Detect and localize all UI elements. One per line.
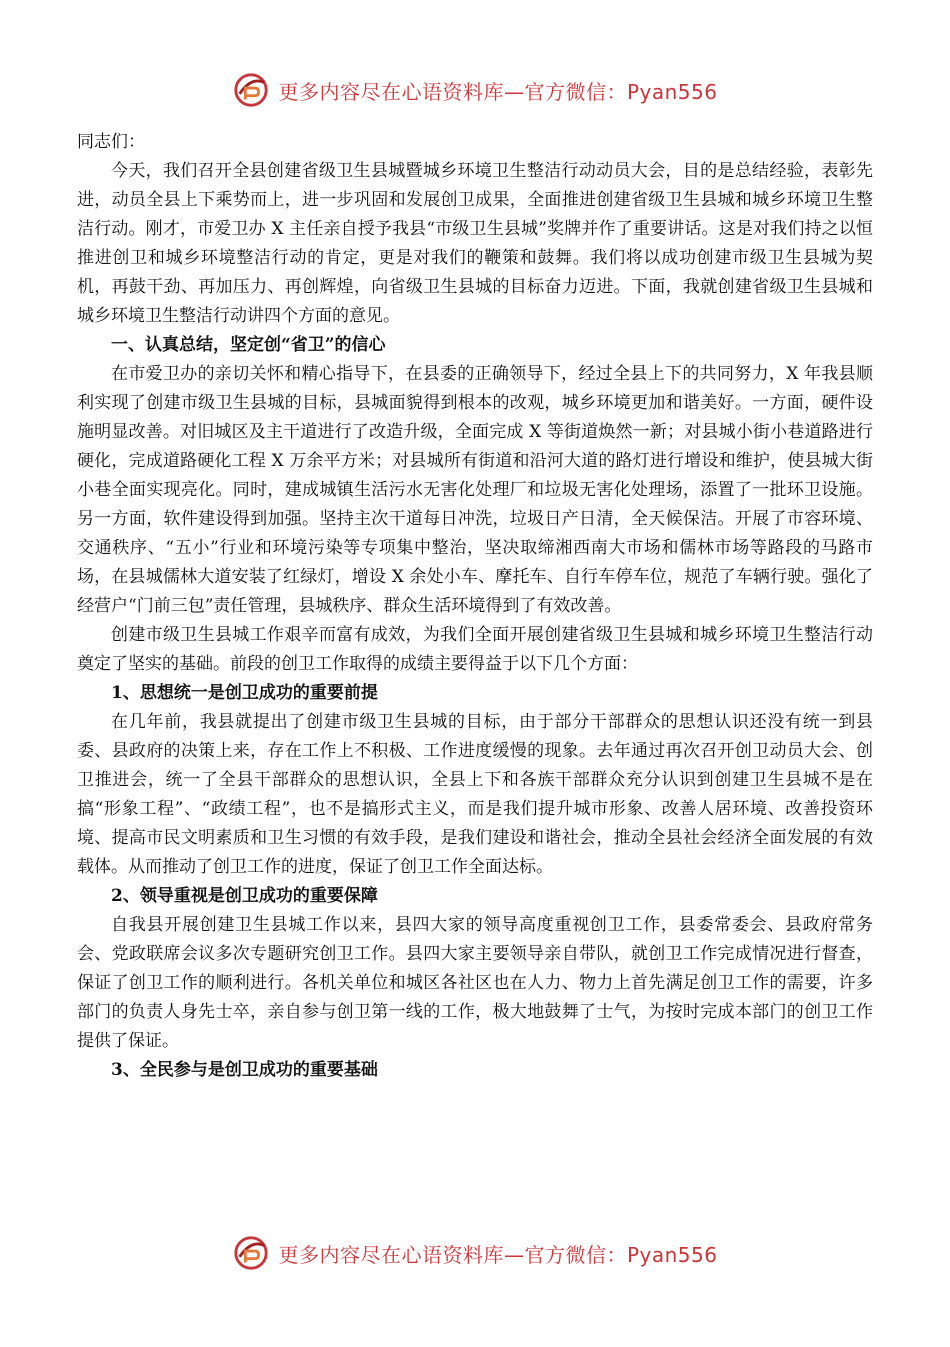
brand-logo-icon xyxy=(232,71,270,109)
brand-logo-icon xyxy=(232,1234,270,1272)
point-1-heading: 1、思想统一是创卫成功的重要前提 xyxy=(111,683,378,703)
section-1-heading: 一、认真总结，坚定创“省卫”的信心 xyxy=(111,335,386,355)
point-2-body: 自我县开展创建卫生县城工作以来，县四大家的领导高度重视创卫工作，县委常委会、县政府常务会、党政联席会议多次专题研究创卫工作。县四大家主要领导亲自带队，就创卫工作完成情况进行督查，保证了创卫工作的顺利进行。各机关单位和城区各社区也在人力、物力上首先满足创卫工作的需要，许多部门的负责人身先士卒，亲自参与创卫第一线的工作，极大地鼓舞了士气，为按时完成本部门的创卫工作提供了保证。 xyxy=(77,915,873,1051)
point-3-heading: 3、全民参与是创卫成功的重要基础 xyxy=(111,1060,378,1080)
intro-paragraph: 今天，我们召开全县创建省级卫生县城暨城乡环境卫生整洁行动动员大会，目的是总结经验，表彰先进，动员全县上下乘势而上，进一步巩固和发展创卫成果，全面推进创建省级卫生县城和城乡环境卫生整洁行动。刚才，市爱卫办 X 主任亲自授予我县“市级卫生县城”奖牌并作了重要讲话。这是对我们持之以恒推进创卫和城乡环境整洁行动的肯定，更是对我们的鞭策和鼓舞。我们将以成功创建市级卫生县城为契机，再鼓干劲、再加压力、再创辉煌，向省级卫生县城的目标奋力迈进。下面，我就创建省级卫生县城和城乡环境卫生整洁行动讲四个方面的意见。 xyxy=(77,161,873,326)
footer-watermark-banner xyxy=(0,1233,950,1273)
section-1-paragraph-1: 在市爱卫办的亲切关怀和精心指导下，在县委的正确领导下，经过全县上下的共同努力，X 年我县顺利实现了创建市级卫生县城的目标，县城面貌得到根本的改观，城乡环境更加和谐美好。一方面，硬件设施明显改善。对旧城区及主干道进行了改造升级，全面完成 X 等街道焕然一新；对县城小街小巷道路进行硬化，完成道路硬化工程 X 万余平方米；对县城所有街道和沿河大道的路灯进行增设和维护，使县城大街小巷全面实现亮化。同时，建成城镇生活污水无害化处理厂和垃圾无害化处理场，添置了一批环卫设施。另一方面，软件建设得到加强。坚持主次干道每日冲洗，垃圾日产日清，全天候保洁。开展了市容环境、交通秩序、“五小”行业和环境污染等专项集中整治，坚决取缔湘西南大市场和儒林市场等路段的马路市场，在县城儒林大道安装了红绿灯，增设 X 余处小车、摩托车、自行车停车位，规范了车辆行驶。强化了经营户“门前三包”责任管理，县城秩序、群众生活环境得到了有效改善。 xyxy=(77,364,873,616)
salutation: 同志们： xyxy=(77,132,145,152)
section-1-paragraph-2: 创建市级卫生县城工作艰辛而富有成效，为我们全面开展创建省级卫生县城和城乡环境卫生整洁行动奠定了坚实的基础。前段的创卫工作取得的成绩主要得益于以下几个方面： xyxy=(77,625,873,674)
point-2-heading: 2、领导重视是创卫成功的重要保障 xyxy=(111,886,378,906)
document-body xyxy=(77,128,873,1085)
watermark-text: 更多内容尽在心语资料库—官方微信：Pyan556 xyxy=(278,79,718,104)
watermark-text: 更多内容尽在心语资料库—官方微信：Pyan556 xyxy=(278,1242,718,1267)
point-1-body: 在几年前，我县就提出了创建市级卫生县城的目标，由于部分干部群众的思想认识还没有统一到县委、县政府的决策上来，存在工作上不积极、工作进度缓慢的现象。去年通过再次召开创卫动员大会、创卫推进会，统一了全县干部群众的思想认识，全县上下和各族干部群众充分认识到创建卫生县城不是在搞“形象工程”、“政绩工程”，也不是搞形式主义，而是我们提升城市形象、改善人居环境、改善投资环境、提高市民文明素质和卫生习惯的有效手段，是我们建设和谐社会，推动全县社会经济全面发展的有效载体。从而推动了创卫工作的进度，保证了创卫工作全面达标。 xyxy=(77,712,873,877)
header-watermark-banner xyxy=(0,70,950,110)
